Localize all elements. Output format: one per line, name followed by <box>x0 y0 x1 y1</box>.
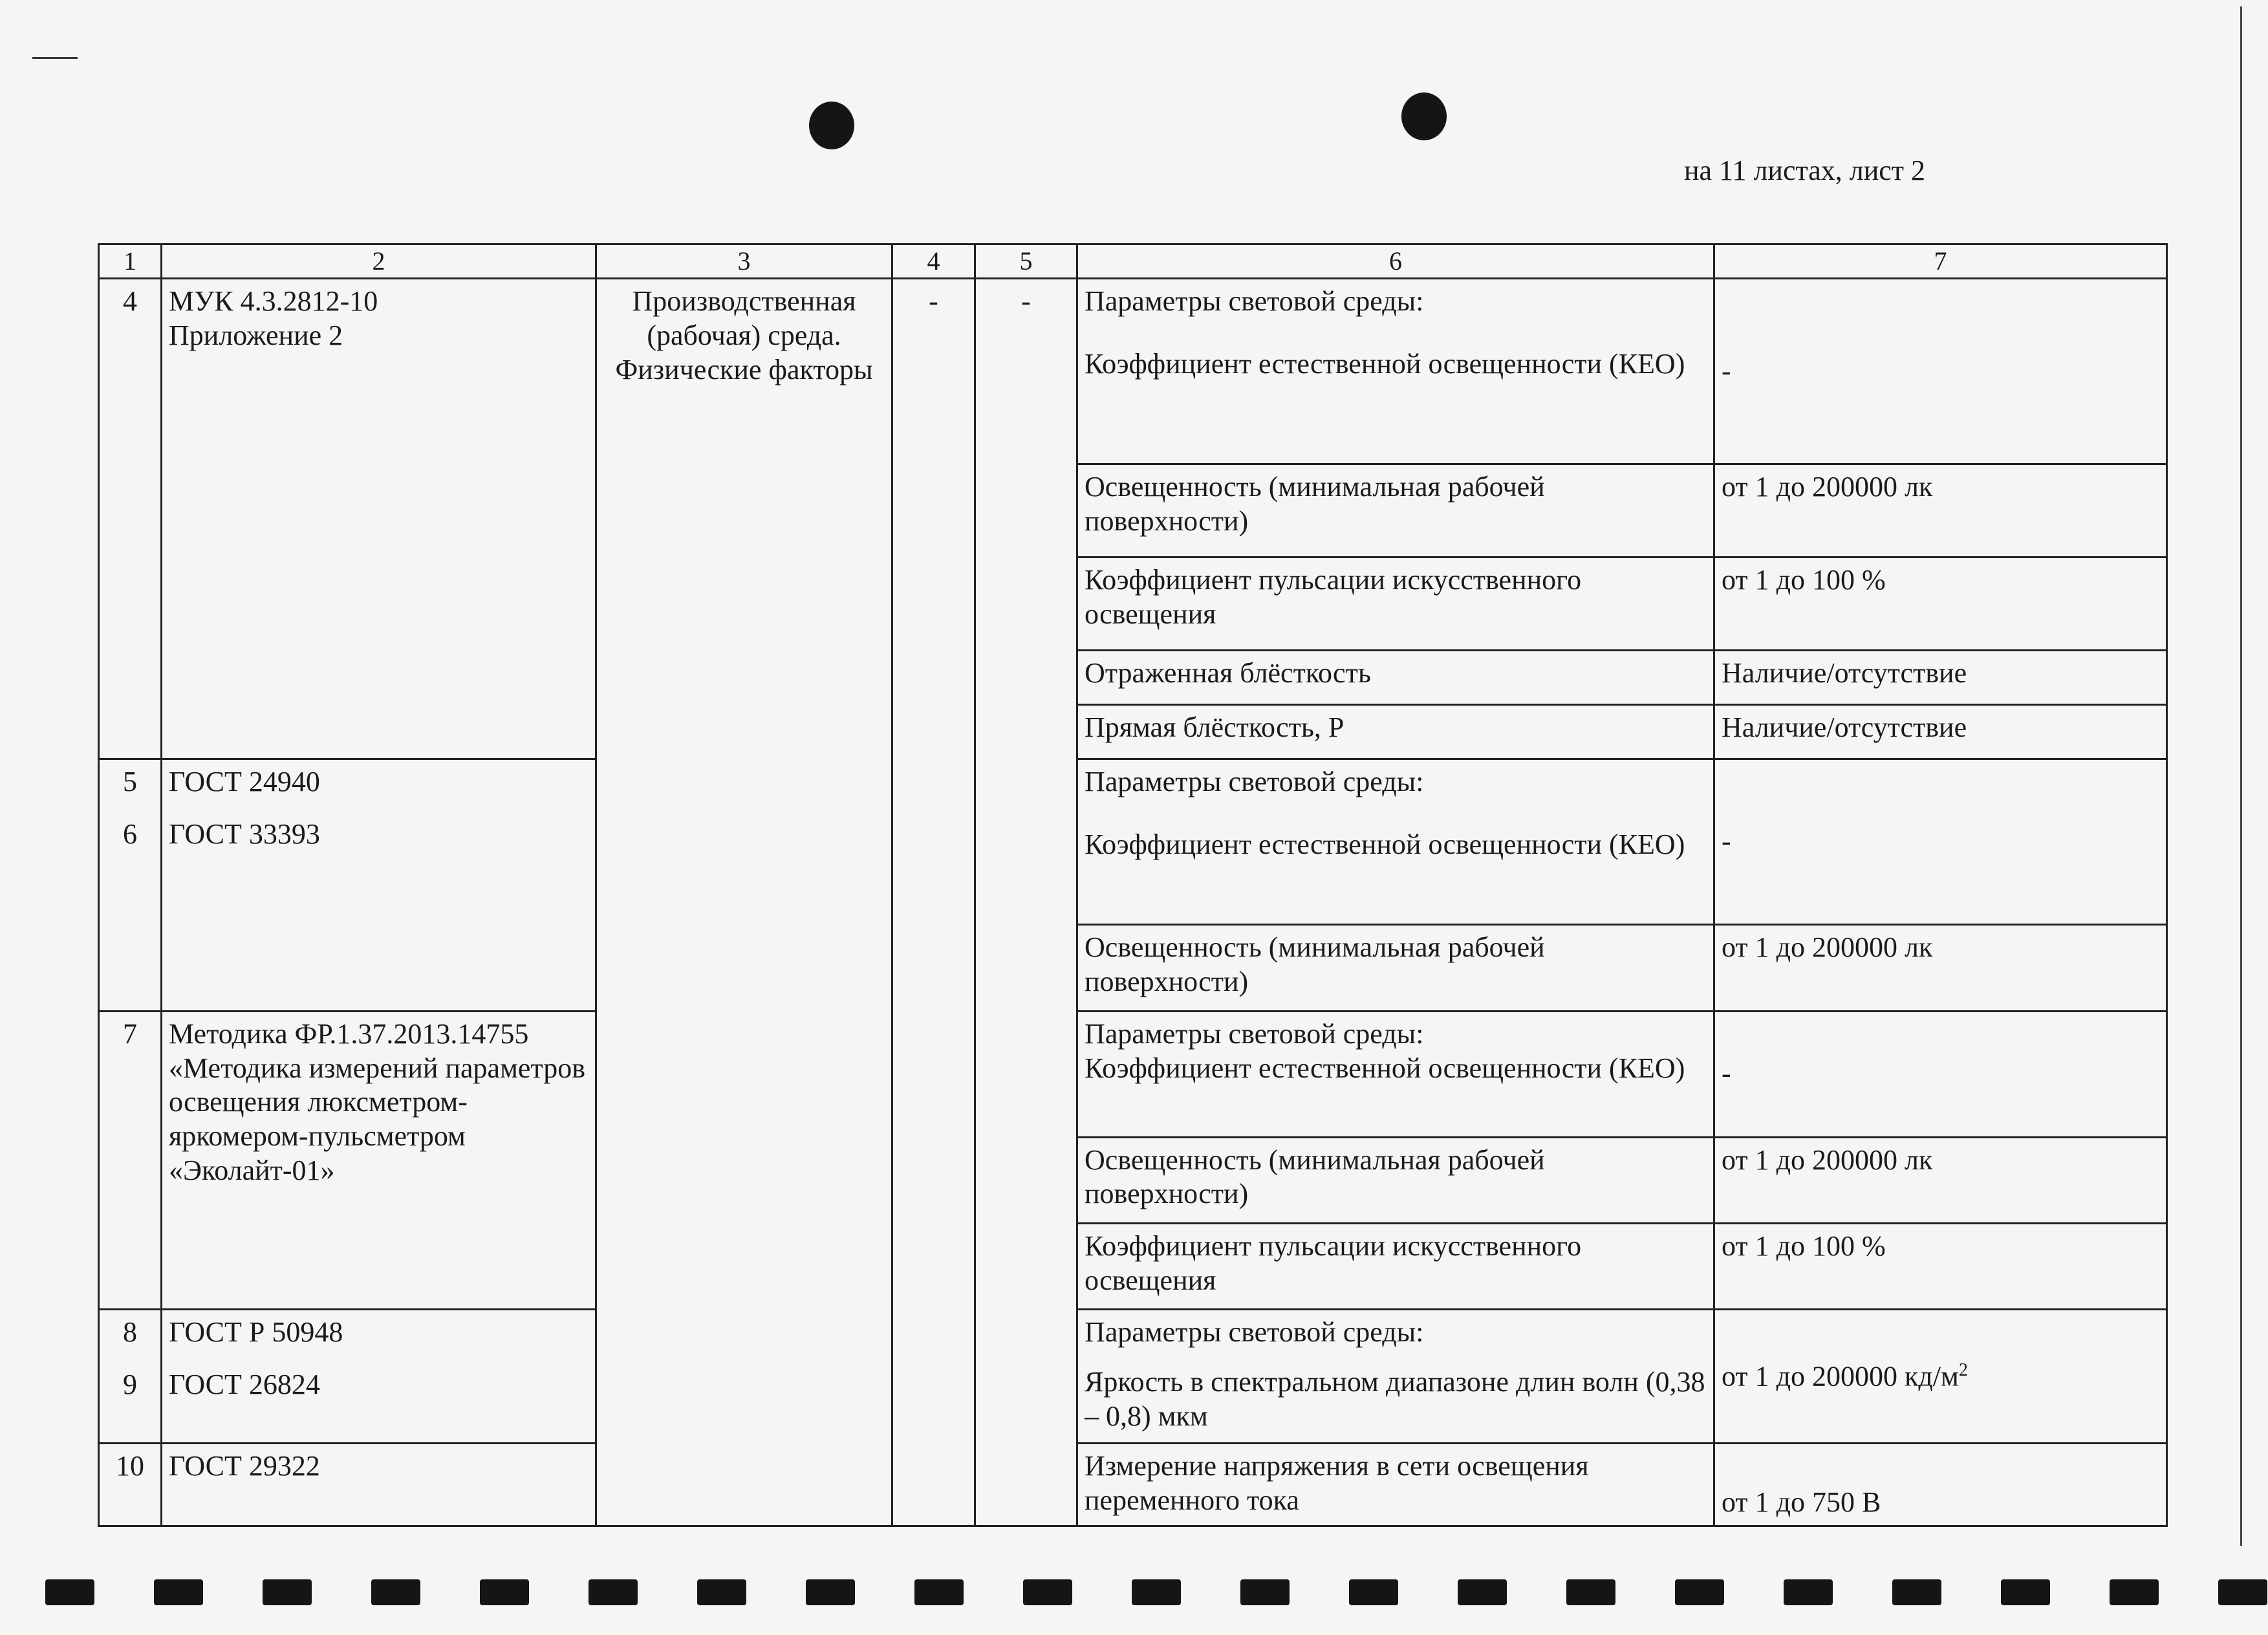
binding-hole <box>154 1579 203 1605</box>
param-cell: Коэффициент пульсации искусственного освещения <box>1077 1224 1714 1310</box>
binding-hole <box>914 1579 964 1605</box>
param-cell: Прямая блёсткость, Р <box>1077 704 1714 759</box>
punch-hole-right <box>1401 92 1447 140</box>
param-cell: Коэффициент пульсации искусственного освещения <box>1077 557 1714 650</box>
table-row <box>99 1444 2167 1526</box>
header-col-2: 2 <box>162 244 596 279</box>
param-cell: Освещенность (минимальная рабочей поверхности) <box>1077 925 1714 1011</box>
param-cell: Измерение напряжения в сети освещения переменного тока <box>1077 1444 1714 1526</box>
standard-cell: ГОСТ 29322 <box>162 1444 596 1526</box>
header-col-6: 6 <box>1077 244 1714 279</box>
binding-hole <box>2218 1579 2267 1605</box>
binding-hole <box>45 1579 94 1605</box>
range-cell: от 1 до 750 В <box>1714 1444 2167 1526</box>
table-row <box>99 279 2167 464</box>
header-row <box>99 244 2167 279</box>
row-number: 4 <box>99 279 162 759</box>
binding-hole <box>1784 1579 1833 1605</box>
binding-hole <box>1566 1579 1615 1605</box>
param-cell: Параметры световой среды: Коэффициент естественной освещенности (КЕО) <box>1077 279 1714 464</box>
param-cell: Освещенность (минимальная рабочей поверхности) <box>1077 1137 1714 1223</box>
binding-hole <box>1349 1579 1398 1605</box>
header-col-7: 7 <box>1714 244 2167 279</box>
range-cell: от 1 до 200000 лк <box>1714 1137 2167 1223</box>
range-cell: от 1 до 200000 лк <box>1714 464 2167 558</box>
binding-hole <box>2110 1579 2159 1605</box>
range-cell: от 1 до 100 % <box>1714 1224 2167 1310</box>
binding-hole <box>371 1579 420 1605</box>
binding-hole <box>697 1579 746 1605</box>
page-edge-shadow <box>2240 6 2242 1546</box>
sheet-label: на 11 листах, лист 2 <box>1684 155 1926 186</box>
binding-hole <box>2001 1579 2050 1605</box>
binding-hole <box>1892 1579 1941 1605</box>
binding-hole <box>1458 1579 1507 1605</box>
range-cell: от 1 до 100 % <box>1714 557 2167 650</box>
param-cell: Параметры световой среды: Коэффициент естественной освещенности (КЕО) <box>1077 1011 1714 1137</box>
range-cell: - <box>1714 1011 2167 1137</box>
object-cell: Производственная (рабочая) среда. Физические факторы <box>596 279 892 1526</box>
header-col-1: 1 <box>99 244 162 279</box>
binding-hole <box>1240 1579 1290 1605</box>
binding-hole <box>806 1579 855 1605</box>
table-row <box>99 1310 2167 1444</box>
row-number: 5 6 <box>99 759 162 1011</box>
binding-hole <box>480 1579 529 1605</box>
punch-hole-left <box>809 102 854 149</box>
param-cell: Освещенность (минимальная рабочей поверхности) <box>1077 464 1714 558</box>
range-cell: Наличие/отсутствие <box>1714 704 2167 759</box>
binding-hole <box>1132 1579 1181 1605</box>
param-cell: Параметры световой среды: Коэффициент естественной освещенности (КЕО) <box>1077 759 1714 925</box>
accreditation-scope-table <box>98 243 2168 1527</box>
binding-hole <box>1023 1579 1072 1605</box>
col5-cell: - <box>975 279 1077 1526</box>
binding-holes <box>0 1579 2268 1605</box>
standard-cell: МУК 4.3.2812-10 Приложение 2 <box>162 279 596 759</box>
row-number: 10 <box>99 1444 162 1526</box>
table-row <box>99 1011 2167 1137</box>
range-cell: Наличие/отсутствие <box>1714 650 2167 704</box>
row-number: 7 <box>99 1011 162 1310</box>
scan-artifact-line <box>32 57 78 59</box>
range-cell: - <box>1714 279 2167 464</box>
range-cell: - <box>1714 759 2167 925</box>
header-col-4: 4 <box>892 244 975 279</box>
param-cell: Параметры световой среды: Яркость в спектральном диапазоне длин волн (0,38 – 0,8) мкм <box>1077 1310 1714 1444</box>
standard-cell: ГОСТ 24940 ГОСТ 33393 <box>162 759 596 1011</box>
table-row <box>99 759 2167 925</box>
range-cell: от 1 до 200000 $кд/м^2$ <box>1714 1310 2167 1444</box>
param-cell: Отраженная блёсткость <box>1077 650 1714 704</box>
header-col-5: 5 <box>975 244 1077 279</box>
header-col-3: 3 <box>596 244 892 279</box>
standard-cell: Методика ФР.1.37.2013.14755 «Методика измерений параметров освещения люксметром-яркомером-пульсметром «Эколайт-01» <box>162 1011 596 1310</box>
standard-cell: ГОСТ Р 50948 ГОСТ 26824 <box>162 1310 596 1444</box>
row-number: 8 9 <box>99 1310 162 1444</box>
binding-hole <box>589 1579 638 1605</box>
range-cell: от 1 до 200000 лк <box>1714 925 2167 1011</box>
binding-hole <box>1675 1579 1724 1605</box>
binding-hole <box>263 1579 312 1605</box>
col4-cell: - <box>892 279 975 1526</box>
